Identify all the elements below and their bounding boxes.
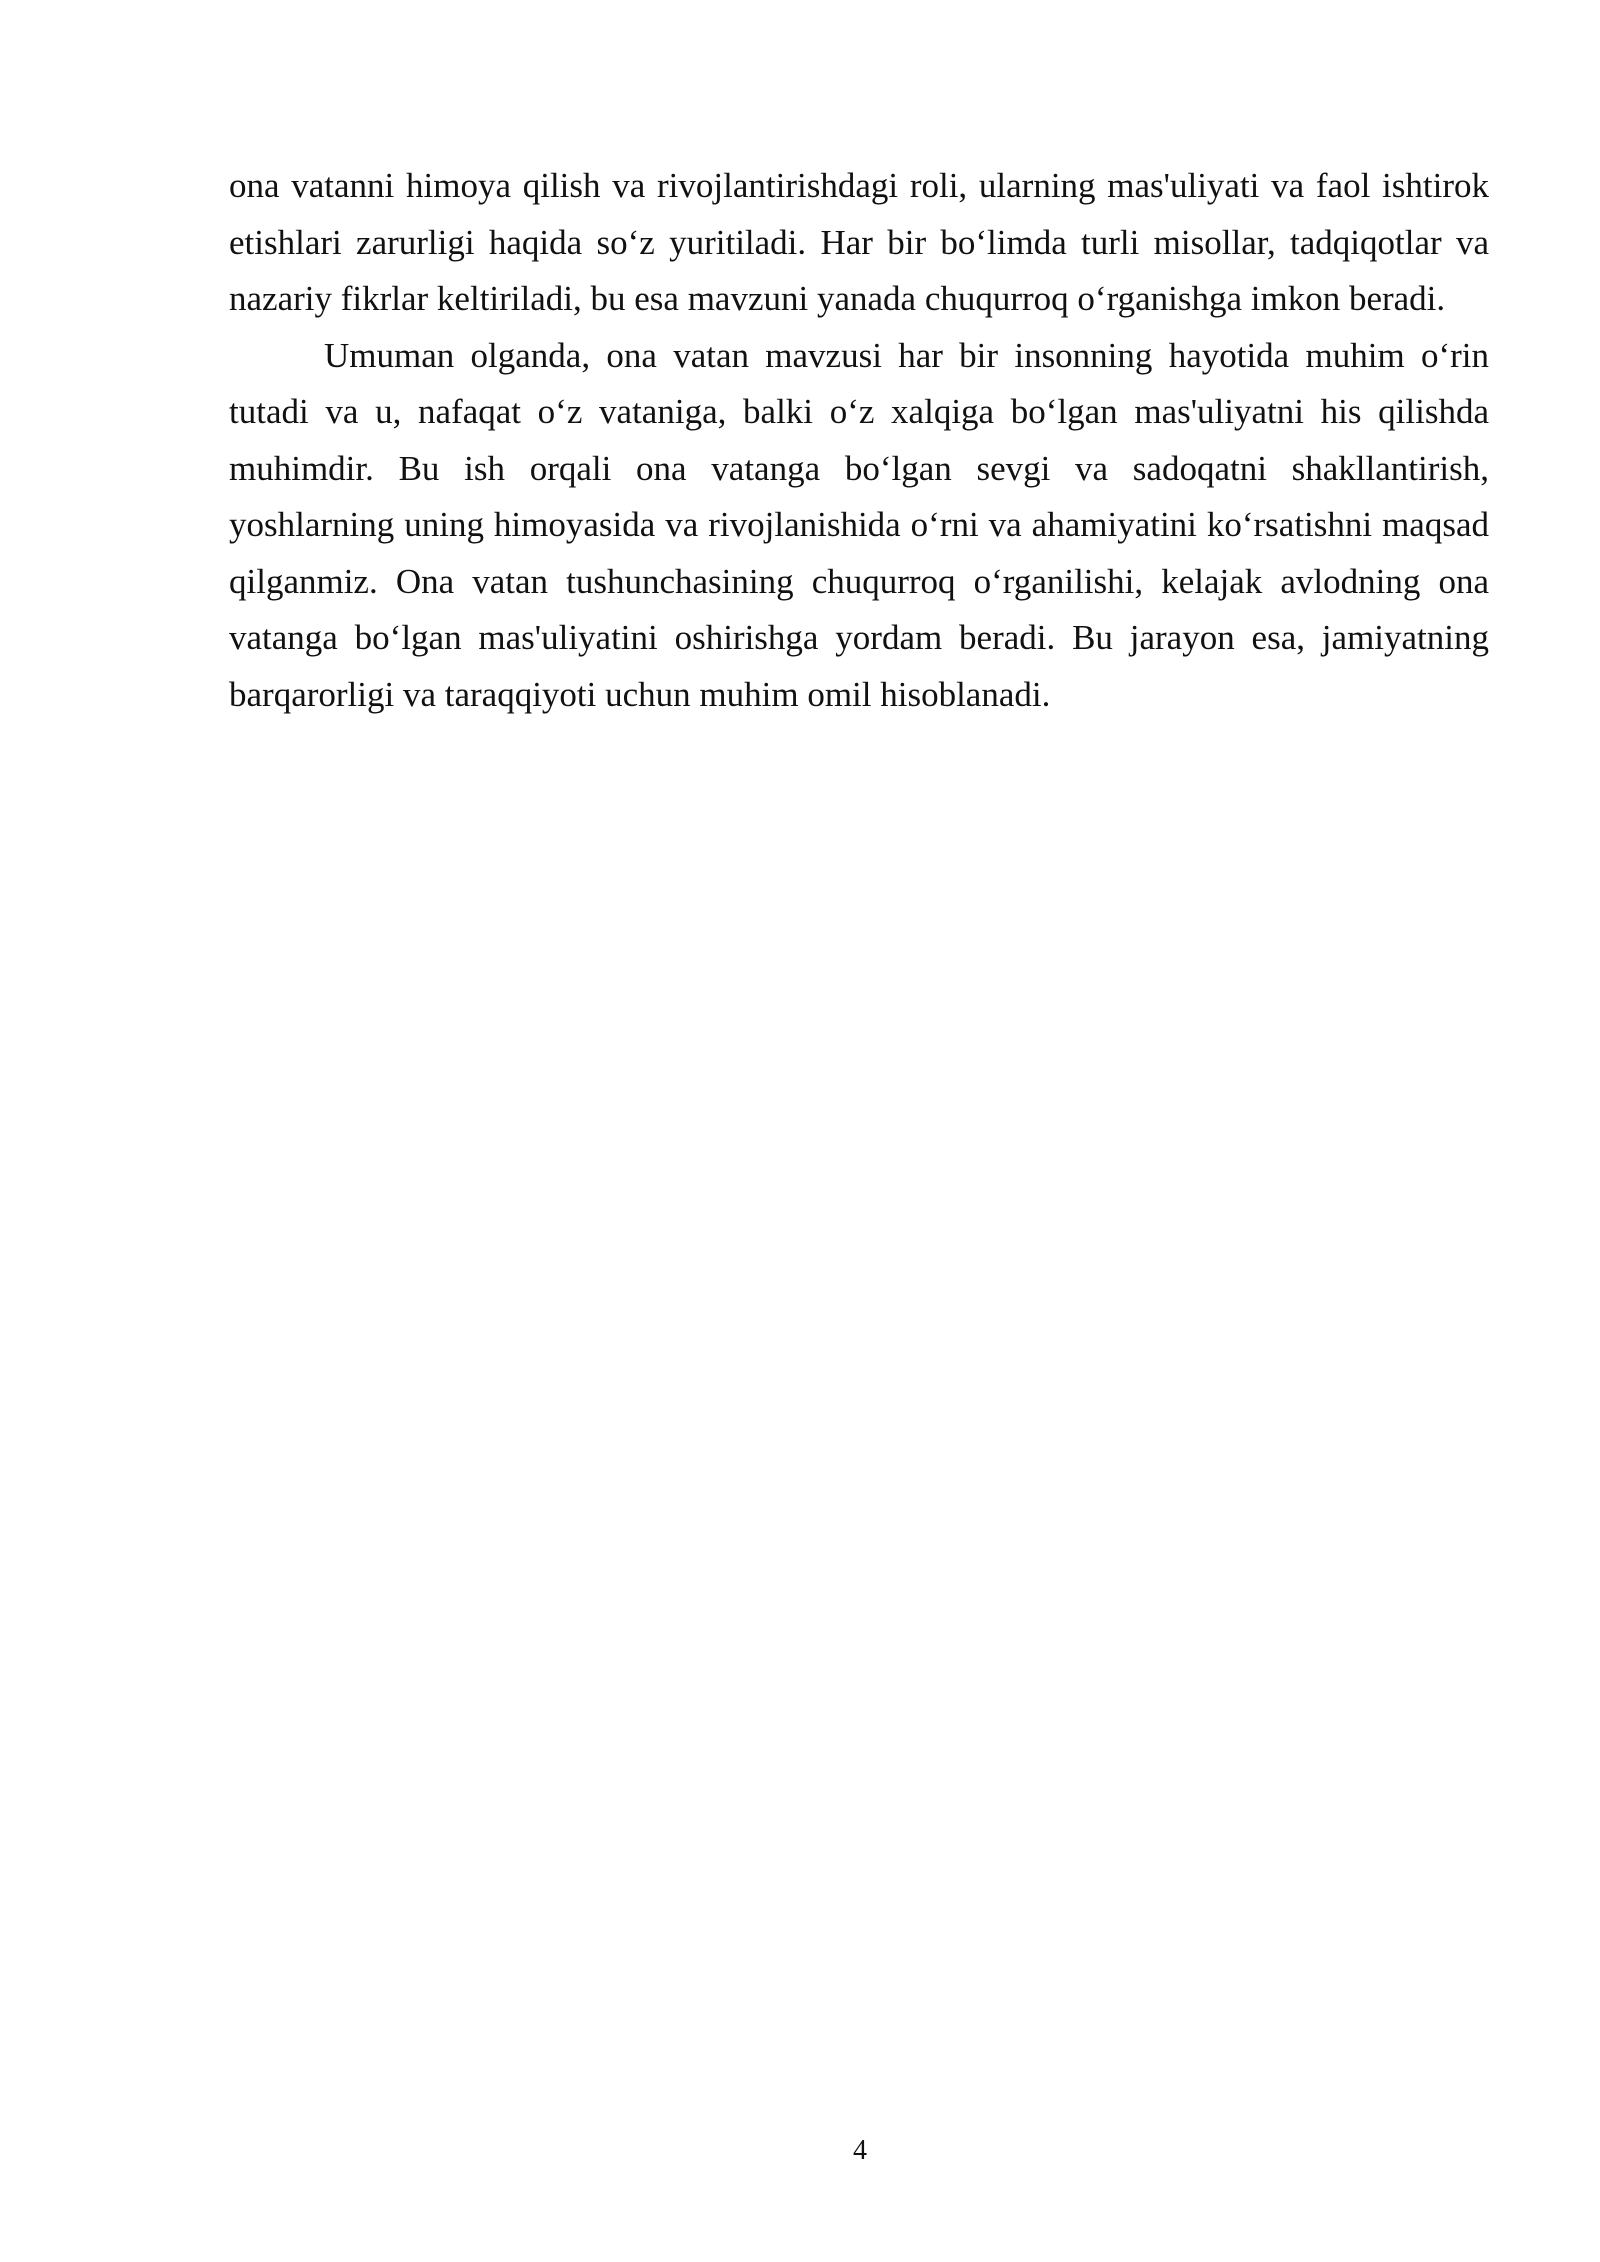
body-text [229, 158, 1489, 723]
paragraph-conclusion: Umuman olganda, ona vatan mavzusi har bir insonning hayotida muhim oʻrin tutadi va u, nafaqat oʻz vataniga, balki oʻz xalqiga boʻlgan mas'uliyatni his qilishda muhimdir. Bu ish orqali ona vatanga boʻlgan sevgi va sadoqatni shakllantirish, yoshlarning uning himoyasida va rivojlanishida oʻrni va ahamiyatini koʻrsatishni maqsad qilganmiz. Ona vatan tushunchasining chuqurroq oʻrganilishi, kelajak avlodning ona vatanga boʻlgan mas'uliyatini oshirishga yordam beradi. Bu jarayon esa, jamiyatning barqarorligi va taraqqiyoti uchun muhim omil hisoblanadi. [229, 335, 1489, 714]
paragraph-continued: ona vatanni himoya qilish va rivojlantirishdagi roli, ularning mas'uliyati va faol ishtirok etishlari zarurligi haqida soʻz yuritiladi. Har bir boʻlimda turli misollar, tadqiqotlar va nazariy fikrlar keltiriladi, bu esa mavzuni yanada chuqurroq oʻrganishga imkon beradi. [229, 166, 1489, 318]
page-number: 4 [853, 2135, 867, 2166]
